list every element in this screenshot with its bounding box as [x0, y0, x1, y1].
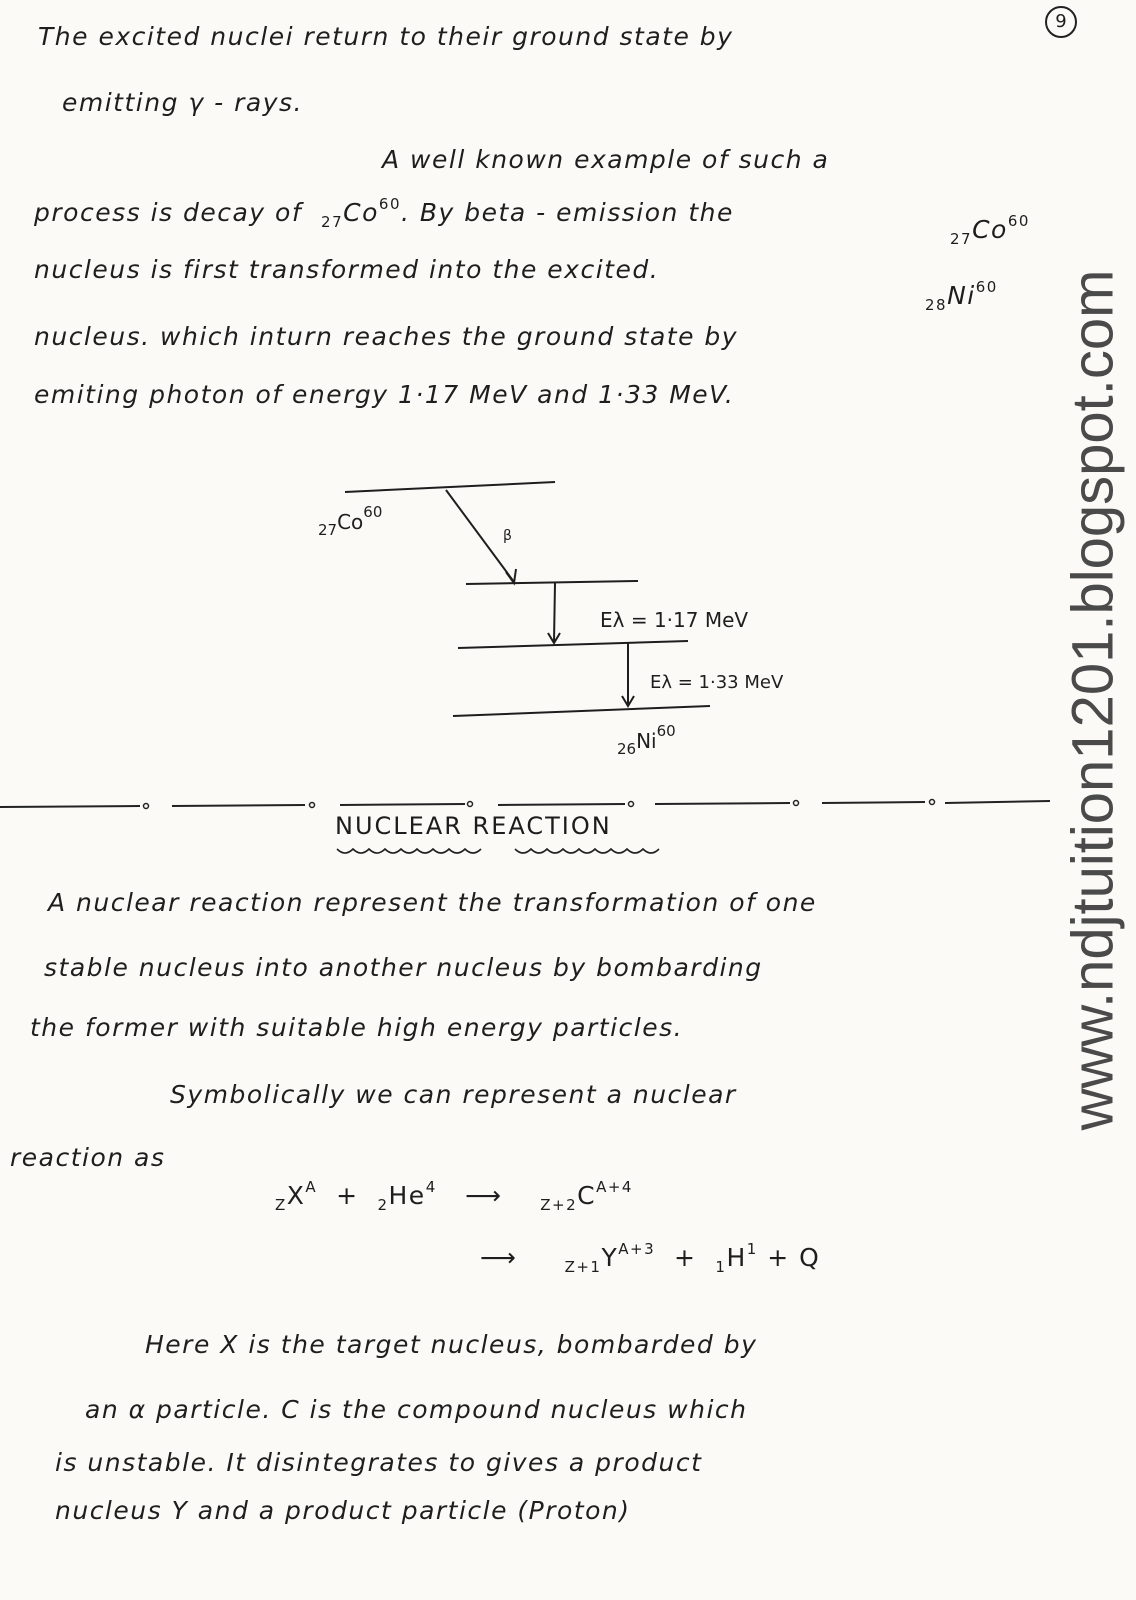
element-symbol: H — [726, 1243, 747, 1272]
text-line-8: A nuclear reaction represent the transformation of one — [48, 888, 817, 917]
text-line-5: nucleus is first transformed into the excited. — [34, 255, 660, 284]
heading-underline — [335, 843, 675, 857]
element-symbol: C — [577, 1181, 597, 1210]
gamma1-arrow — [554, 583, 555, 642]
element-symbol: Co — [972, 215, 1008, 244]
level-co60 — [345, 482, 555, 492]
arrowhead-icon — [506, 569, 516, 583]
product-nucleus — [564, 1240, 656, 1276]
mass-number: 60 — [656, 722, 676, 740]
text-fragment: process is decay of — [34, 198, 303, 227]
mass-number: 60 — [975, 278, 998, 296]
mass-number: 1 — [746, 1240, 758, 1258]
text-line-14: an α particle. C is the compound nucleus which — [85, 1395, 748, 1424]
equation-line-1 — [275, 1178, 633, 1214]
text-line-7: emiting photon of energy 1·17 MeV and 1·33 MeV. — [34, 380, 735, 409]
diagram-ni60-label — [617, 722, 676, 758]
text-line-9: stable nucleus into another nucleus by bombarding — [44, 953, 763, 982]
atomic-number: 27 — [950, 230, 973, 248]
element-symbol: Ni — [947, 281, 976, 310]
text-line-15: is unstable. It disintegrates to gives a product — [55, 1448, 703, 1477]
mass-number: 60 — [1007, 212, 1030, 230]
gamma2-label: Eλ = 1·33 MeV — [650, 672, 784, 693]
plus-sign: + — [674, 1243, 697, 1272]
atomic-number: 27 — [318, 521, 338, 539]
element-symbol: X — [286, 1181, 306, 1210]
mass-number: A+3 — [618, 1240, 656, 1258]
compound-nucleus — [540, 1178, 633, 1214]
reaction-arrow: ⟶ — [480, 1243, 518, 1272]
text-line-2: emitting γ - rays. — [62, 88, 303, 117]
atomic-number: 28 — [925, 296, 948, 314]
q-value: Q — [799, 1243, 821, 1272]
atomic-number: 26 — [617, 740, 637, 758]
atomic-number: 1 — [715, 1258, 727, 1276]
level-ni60-excited-2 — [466, 581, 638, 584]
reactant-x — [275, 1178, 318, 1214]
mass-number: A — [305, 1178, 318, 1196]
text-fragment: . By beta - emission the — [401, 198, 734, 227]
section-heading: NUCLEAR REACTION — [335, 812, 612, 840]
element-symbol: Co — [343, 198, 379, 227]
atomic-number: 2 — [377, 1196, 389, 1214]
product-proton — [715, 1240, 758, 1276]
text-line-6: nucleus. which inturn reaches the ground state by — [34, 322, 739, 351]
element-symbol: Y — [601, 1243, 619, 1272]
text-line-3: A well known example of such a — [382, 145, 830, 174]
mass-number: A+4 — [596, 1178, 633, 1196]
gamma1-label: Eλ = 1·17 MeV — [600, 608, 749, 632]
level-ni60-excited-1 — [458, 641, 688, 648]
text-line-10: the former with suitable high energy particles. — [30, 1013, 684, 1042]
mass-number: 4 — [425, 1178, 437, 1196]
text-line-16: nucleus Y and a product particle (Proton) — [55, 1496, 631, 1525]
equation-line-2 — [480, 1240, 820, 1276]
mass-number: 60 — [378, 195, 401, 213]
element-symbol: Co — [337, 510, 364, 534]
element-symbol: Ni — [636, 729, 657, 753]
atomic-number: Z+1 — [564, 1258, 602, 1276]
reactant-he — [377, 1178, 437, 1214]
text-line-13: Here X is the target nucleus, bombarded by — [145, 1330, 758, 1359]
level-ni60-ground — [453, 706, 710, 716]
atomic-number: Z — [275, 1196, 287, 1214]
watermark-text: www.ndjtuition1201.blogspot.com — [1060, 269, 1126, 1131]
plus-sign: + — [767, 1243, 790, 1272]
plus-sign: + — [336, 1181, 359, 1210]
reaction-arrow: ⟶ — [465, 1181, 503, 1210]
page-number: 9 — [1045, 6, 1077, 38]
atomic-number: 27 — [321, 213, 344, 231]
beta-label: β — [503, 528, 512, 544]
atomic-number: Z+2 — [540, 1196, 578, 1214]
text-line-12: reaction as — [10, 1143, 166, 1172]
element-symbol: He — [388, 1181, 426, 1210]
mass-number: 60 — [363, 503, 383, 521]
diagram-co60-label — [318, 503, 382, 539]
text-line-1: The excited nuclei return to their ground state by — [38, 22, 734, 51]
text-line-11: Symbolically we can represent a nuclear — [170, 1080, 737, 1109]
